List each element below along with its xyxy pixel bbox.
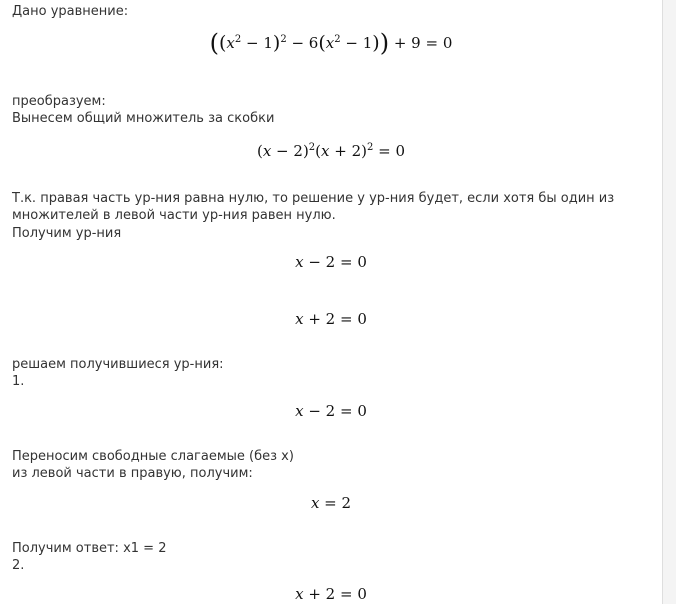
step-number-1: 1.	[12, 374, 25, 389]
vertical-scrollbar[interactable]	[662, 0, 676, 604]
factored-equation: $(x - 2)^2(x + 2)^2 = 0$	[256, 142, 406, 160]
transform-label: преобразуем:	[12, 94, 106, 109]
get-equations-label: Получим ур-ния	[12, 226, 122, 241]
reason-line-2: множителей в левой части ур-ния равен нулю.	[12, 208, 336, 223]
solve-label: решаем получившиеся ур-ния:	[12, 357, 224, 372]
equation-x-minus-2: x − 2 = 0	[295, 253, 367, 271]
main-equation: $((x^2 - 1)^2 - 6(x^2 - 1)) + 9 = 0$	[209, 29, 453, 57]
factor-out-label: Вынесем общий множитель за скобки	[12, 111, 275, 126]
solution-equation: x = 2	[310, 494, 352, 512]
step-number-2: 2.	[12, 558, 25, 573]
equation-step2: x + 2 = 0	[295, 585, 367, 603]
equation-x-plus-2: x + 2 = 0	[295, 310, 367, 328]
answer-1: Получим ответ: x1 = 2	[12, 541, 167, 556]
move-terms-line-2: из левой части в правую, получим:	[12, 466, 253, 481]
given-label: Дано уравнение:	[12, 4, 129, 19]
equation-step1: x − 2 = 0	[295, 402, 367, 420]
reason-line-1: Т.к. правая часть ур-ния равна нулю, то решение у ур-ния будет, если хотя бы один из	[12, 191, 615, 206]
move-terms-line-1: Переносим свободные слагаемые (без x)	[12, 449, 294, 464]
